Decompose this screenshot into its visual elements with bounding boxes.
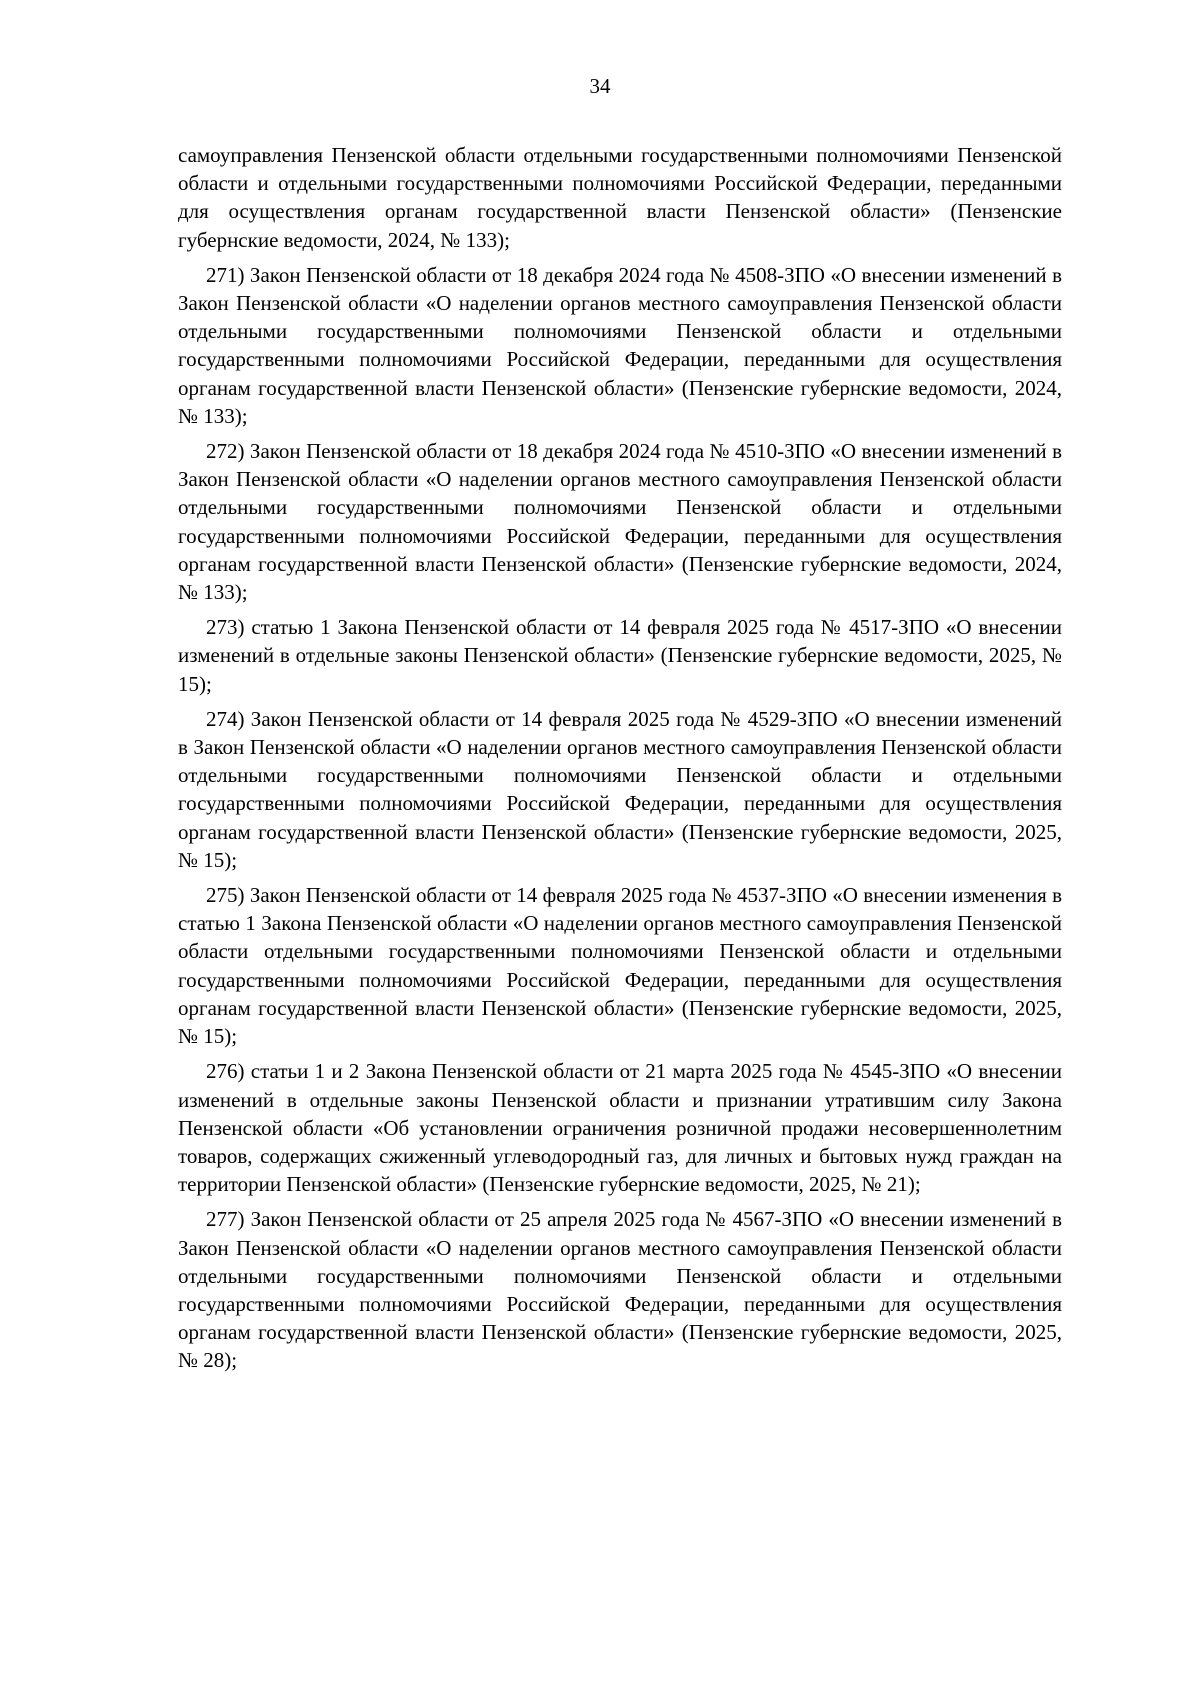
list-item-272: 272) Закон Пензенской области от 18 декабря 2024 года № 4510-ЗПО «О внесении изменений в Закон Пензенской области «О наделении органов местного самоуправления Пензенской области отдельными государственными полномочиями Пензенской области и отдельными государственными полномочиями Российской Федерации, переданными для осуществления органам государственной власти Пензенской области» (Пензенские губернские ведомости, 2024, № 133); [178, 439, 1062, 605]
list-item-271: 271) Закон Пензенской области от 18 декабря 2024 года № 4508-ЗПО «О внесении изменений в Закон Пензенской области «О наделении органов местного самоуправления Пензенской области отдельными государственными полномочиями Пензенской области и отдельными государственными полномочиями Российской Федерации, переданными для осуществления органам государственной власти Пензенской области» (Пензенские губернские ведомости, 2024, № 133); [178, 262, 1062, 428]
list-item-276: 276) статьи 1 и 2 Закона Пензенской области от 21 марта 2025 года № 4545-ЗПО «О внесении изменений в отдельные законы Пензенской области и признании утратившим силу Закона Пензенской области «Об установлении ограничения розничной продажи несовершеннолетним товаров, содержащих сжиженный углеводородный газ, для личных и бытовых нужд граждан на территории Пензенской области» (Пензенские губернские ведомости, 2025, № 21); [178, 1059, 1062, 1197]
paragraph-continuation: самоуправления Пензенской области отдельными государственными полномочиями Пензенской области и отдельными государственными полномочиями Российской Федерации, переданными для осуществления органам государственной власти Пензенской области» (Пензенские губернские ведомости, 2024, № 133); [178, 143, 1062, 252]
list-item-274: 274) Закон Пензенской области от 14 февраля 2025 года № 4529-ЗПО «О внесении изменений в Закон Пензенской области «О наделении органов местного самоуправления Пензенской области отдельными государственными полномочиями Пензенской области и отдельными государственными полномочиями Российской Федерации, переданными для осуществления органам государственной власти Пензенской области» (Пензенские губернские ведомости, 2025, № 15); [178, 706, 1062, 872]
list-item-273: 273) статью 1 Закона Пензенской области от 14 февраля 2025 года № 4517-ЗПО «О внесении изменений в отдельные законы Пензенской области» (Пензенские губернские ведомости, 2025, № 15); [178, 615, 1062, 696]
page-number: 34 [589, 74, 611, 98]
list-item-277: 277) Закон Пензенской области от 25 апреля 2025 года № 4567-ЗПО «О внесении изменений в Закон Пензенской области «О наделении органов местного самоуправления Пензенской области отдельными государственными полномочиями Пензенской области и отдельными государственными полномочиями Российской Федерации, переданными для осуществления органам государственной власти Пензенской области» (Пензенские губернские ведомости, 2025, № 28); [178, 1207, 1062, 1373]
list-item-275: 275) Закон Пензенской области от 14 февраля 2025 года № 4537-ЗПО «О внесении изменения в статью 1 Закона Пензенской области «О наделении органов местного самоуправления Пензенской области отдельными государственными полномочиями Пензенской области и отдельными государственными полномочиями Российской Федерации, переданными для осуществления органам государственной власти Пензенской области» (Пензенские губернские ведомости, 2025, № 15); [178, 883, 1062, 1049]
document-body [178, 141, 1062, 1382]
